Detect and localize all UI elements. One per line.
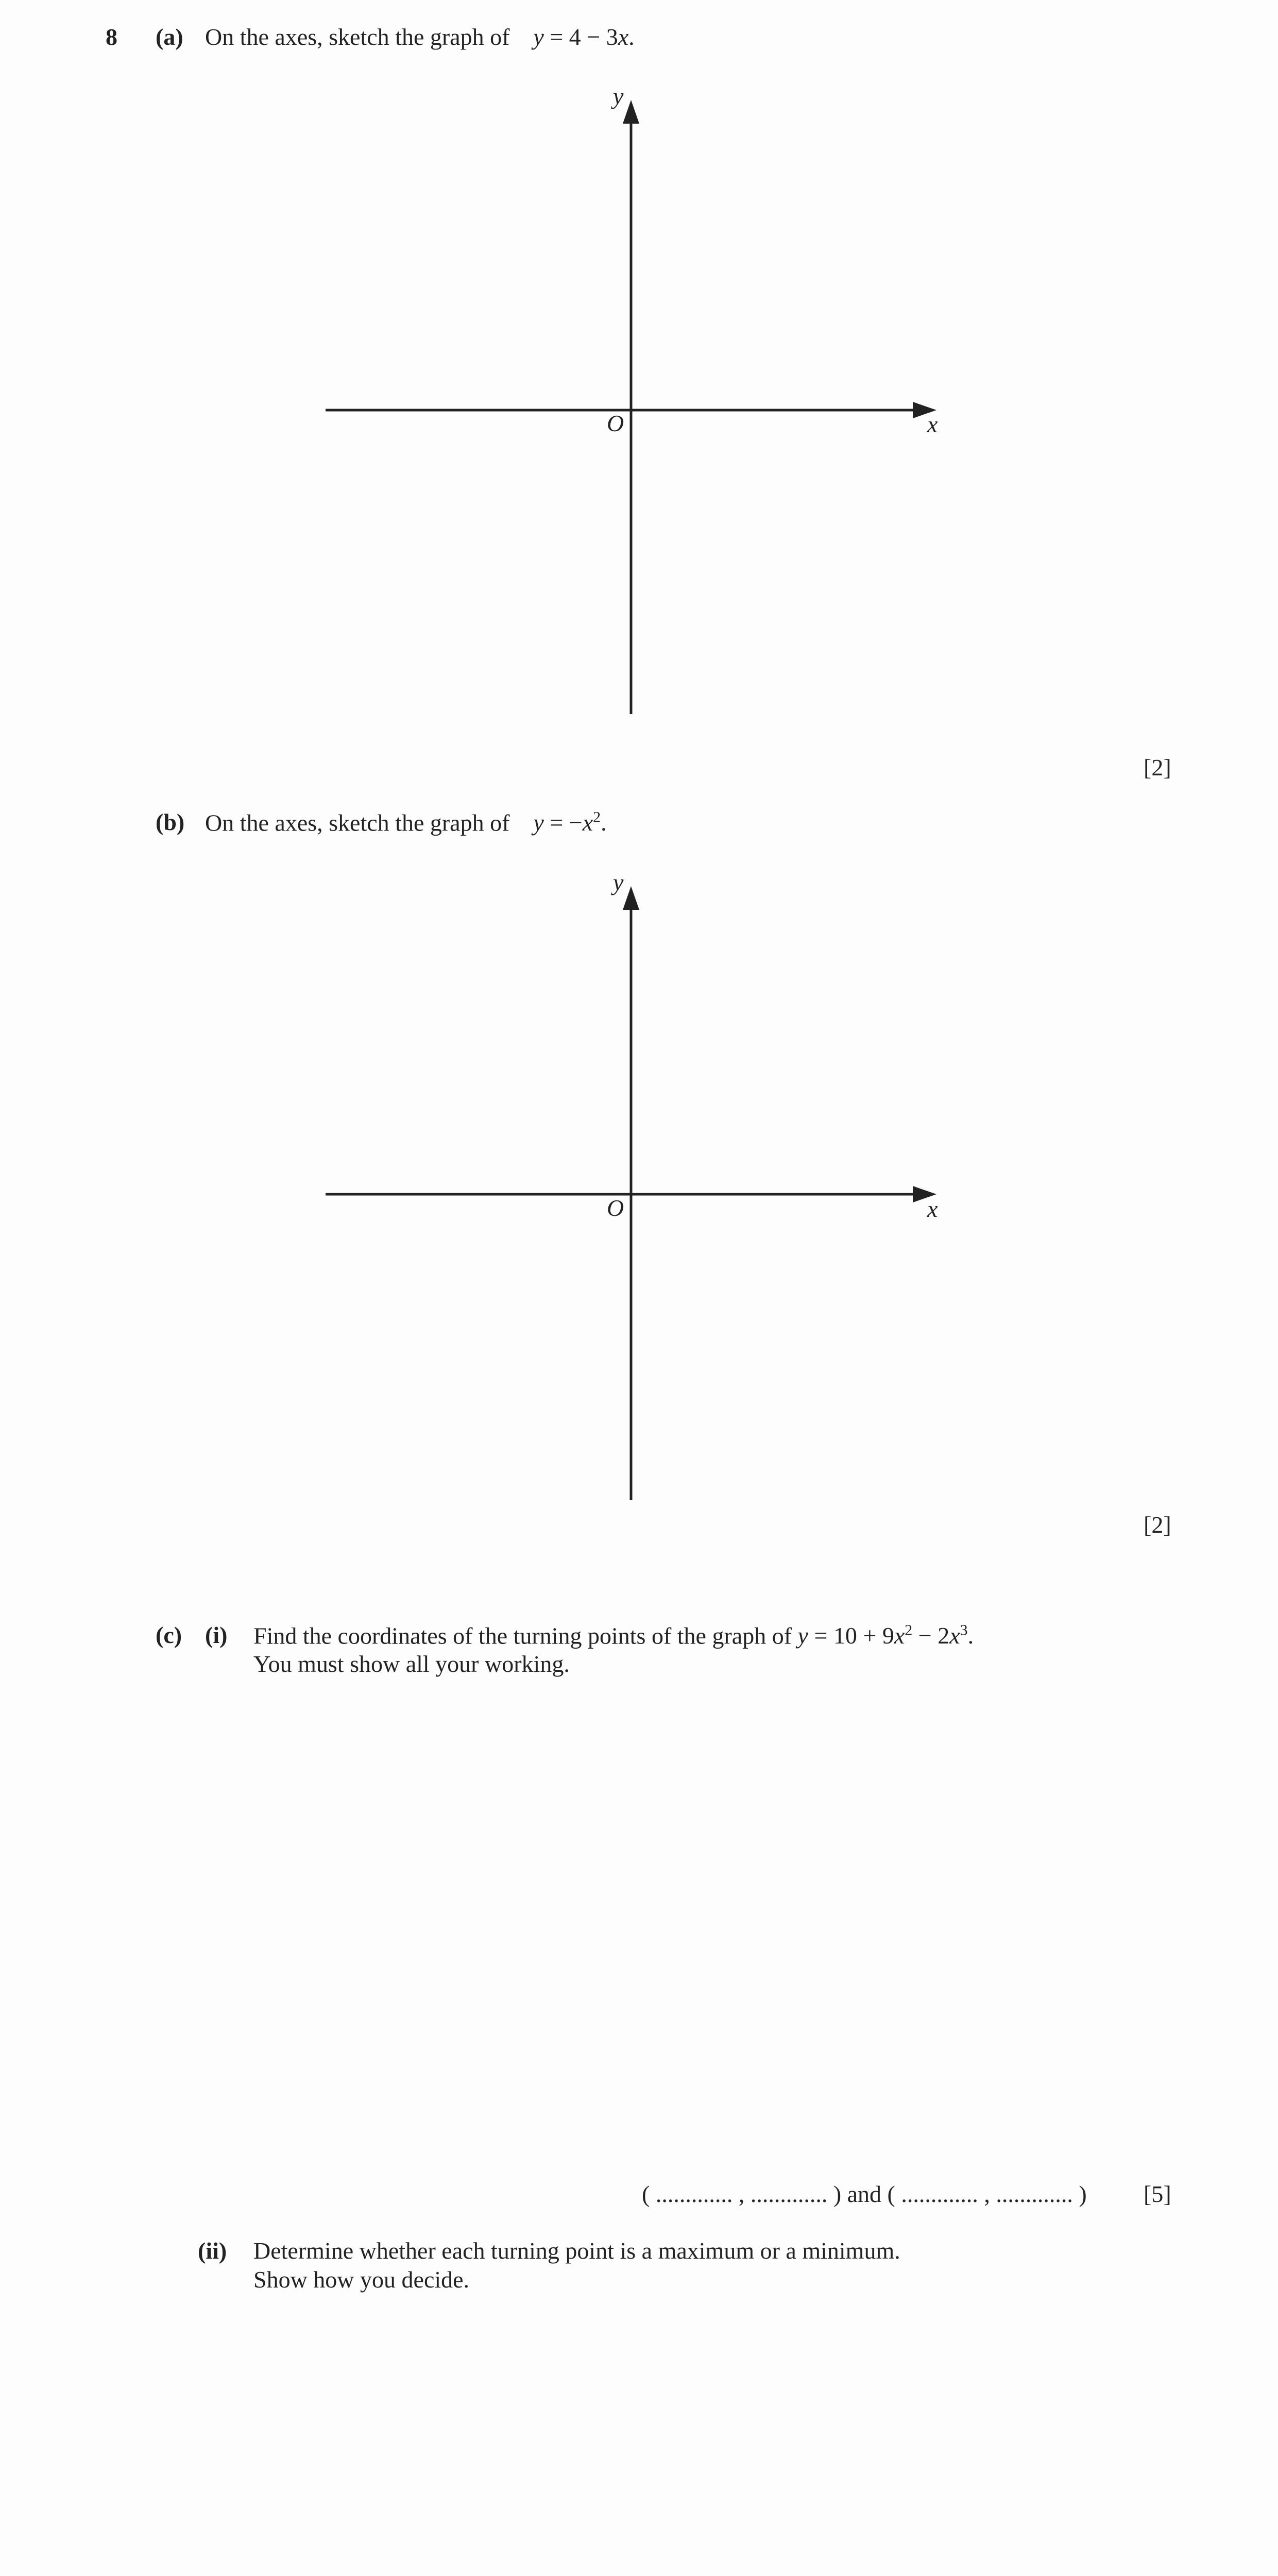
part-c-i-label: (i)	[205, 1622, 228, 1648]
part-a-text	[205, 24, 635, 51]
part-b-text	[205, 809, 607, 837]
part-c-i-equation: $y = 10 + 9x^2 - 2x^3$.	[797, 1622, 974, 1649]
part-c-label: (c)	[156, 1622, 182, 1648]
part-c-ii-label: (ii)	[198, 2238, 227, 2264]
part-a-y-arrowhead	[623, 100, 639, 124]
part-c-ii-line1: Determine whether each turning point is a maximum or a minimum.	[253, 2238, 900, 2264]
part-b-label: (b)	[156, 809, 185, 835]
part-b-marks: [2]	[1144, 1512, 1171, 1538]
part-c-ii-line2: Show how you decide.	[253, 2266, 470, 2293]
part-a-axes[interactable]	[0, 82, 1278, 804]
part-a-marks: [2]	[1144, 754, 1171, 781]
question-number: 8	[106, 24, 117, 50]
part-a-label: (a)	[156, 24, 183, 50]
part-a-x-label: x	[927, 411, 938, 437]
part-b-axes[interactable]	[0, 869, 1278, 1590]
part-c-i-line2: You must show all your working.	[253, 1651, 570, 1677]
part-c-i-text	[253, 1622, 974, 1650]
part-a-equation: y = 4 − 3x.	[533, 24, 635, 50]
part-b-y-arrowhead	[623, 886, 639, 910]
part-b-origin-label: O	[607, 1195, 624, 1221]
part-c-i-instruction: Find the coordinates of the turning points of the graph of	[253, 1622, 792, 1649]
part-c-i-answer-line[interactable]: ( ............. , ............. ) and ( ............. , ............. )	[642, 2181, 1087, 2207]
part-b-instruction: On the axes, sketch the graph of	[205, 809, 510, 836]
part-a-origin-label: O	[607, 410, 624, 436]
part-a-instruction: On the axes, sketch the graph of	[205, 24, 510, 50]
part-c-i-marks: [5]	[1144, 2181, 1171, 2207]
part-a-y-label: y	[613, 83, 624, 109]
part-b-y-label: y	[613, 869, 624, 895]
part-b-x-label: x	[927, 1196, 938, 1222]
part-b-equation: $y = -x^2$.	[533, 809, 607, 836]
